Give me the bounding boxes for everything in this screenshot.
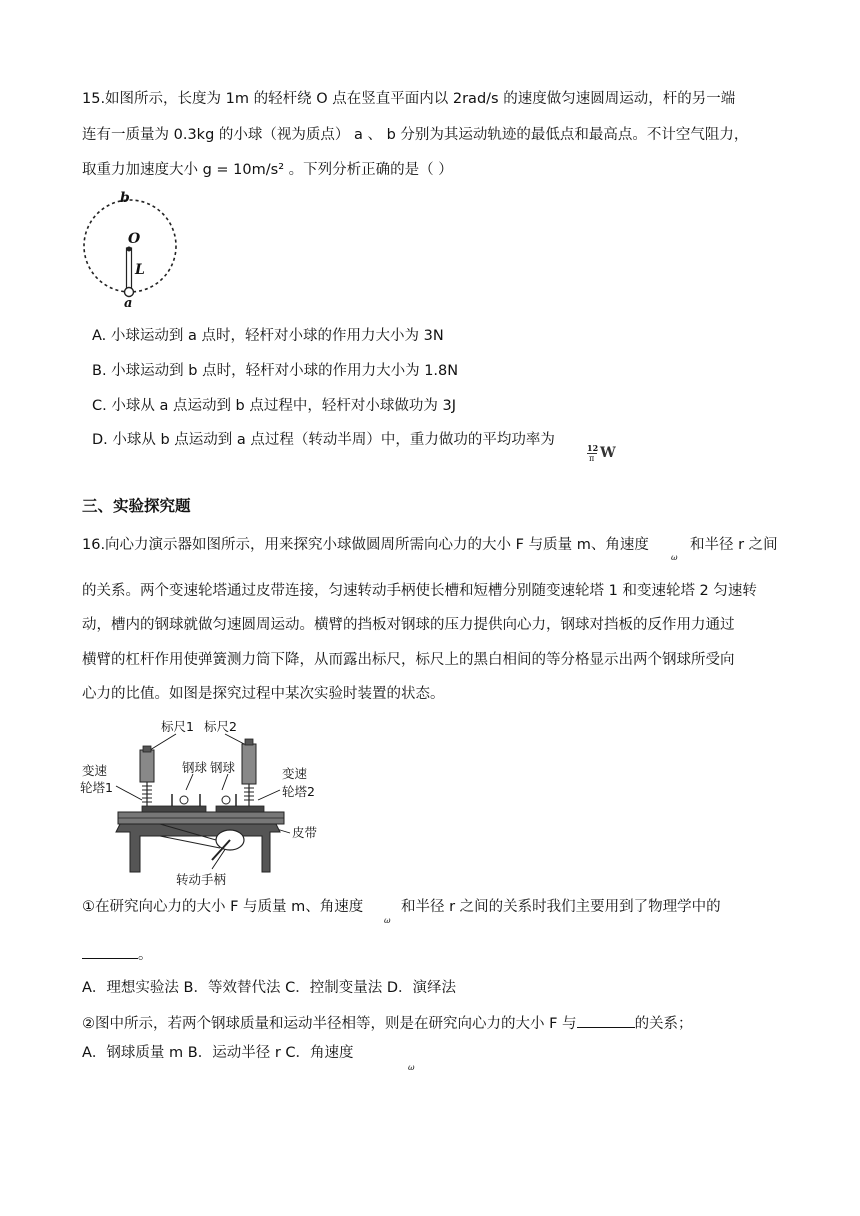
steel-ball-left: [180, 796, 188, 804]
q16-sub2-choices: A．钢球质量 m B．运动半径 r C．角速度: [82, 1045, 354, 1061]
q16-line-2: 的关系。两个变速轮塔通过皮带连接，匀速转动手柄使长槽和短槽分别随变速轮塔 1 和变速轮塔 2 匀速转: [82, 583, 757, 599]
q15-option-a: A. 小球运动到 a 点时，轻杆对小球的作用力大小为 3N: [92, 328, 444, 344]
omega-symbol-3: ω: [408, 1063, 415, 1072]
label-a: a: [124, 296, 133, 308]
q16-sub2-text-b: 的关系；: [634, 1016, 693, 1032]
q16-sub1-choices: A．理想实验法 B．等效替代法 C．控制变量法 D．演绎法: [82, 980, 456, 996]
q16-line-1b: 和半径 r 之间: [690, 537, 778, 553]
label-ruler-1: 标尺1: [161, 719, 194, 734]
label-tower-1-line1: 变速: [82, 763, 108, 778]
label-ruler-2: 标尺2: [204, 719, 237, 734]
q16-sub1-text-a: ①在研究向心力的大小 F 与质量 m、角速度: [82, 899, 364, 915]
q15-line-2: 连有一质量为 0.3kg 的小球（视为质点） a 、 b 分别为其运动轨迹的最低点和最高点。不计空气阻力，: [82, 127, 749, 143]
q16-sub1-blank-line: [82, 944, 153, 965]
label-ball-left: 钢球: [182, 760, 208, 775]
label-tower-2-line2: 轮塔2: [282, 784, 315, 799]
q16-line-5: 心力的比值。如图是探究过程中某次实验时装置的状态。: [82, 686, 445, 702]
long-groove: [142, 806, 206, 812]
answer-blank-2[interactable]: [577, 1013, 635, 1028]
frac-numerator: 12: [587, 443, 599, 453]
ruler-1-cylinder: [140, 750, 154, 782]
q15-line-1: 15.如图所示，长度为 1m 的轻杆绕 O 点在竖直平面内以 2rad/s 的速度做匀速圆周运动，杆的另一端: [82, 91, 736, 107]
centripetal-apparatus-figure: [80, 714, 340, 890]
q15-option-c: C. 小球从 a 点运动到 b 点过程中，轻杆对小球做功为 3J: [92, 398, 456, 414]
label-tower-2-line1: 变速: [282, 766, 308, 781]
omega-symbol-2: ω: [384, 916, 391, 925]
answer-blank-1[interactable]: [82, 944, 138, 959]
q16-sub2-line: [82, 1013, 693, 1034]
q16-sub1-text-c: 。: [138, 947, 153, 963]
ruler-2-cylinder: [242, 744, 256, 784]
circular-motion-figure: [78, 186, 188, 308]
d-value-fraction: [585, 443, 625, 469]
q16-sub1-text-b: 和半径 r 之间的关系时我们主要用到了物理学中的: [401, 899, 721, 915]
label-l: L: [135, 262, 145, 278]
frac-denominator: π: [589, 454, 595, 463]
q15-line-3: 取重力加速度大小 g = 10m/s² 。下列分析正确的是（ ）: [82, 162, 453, 178]
short-groove: [216, 806, 264, 812]
label-handle: 转动手柄: [176, 872, 227, 887]
q16-sub2-text-a: ②图中所示，若两个钢球质量和运动半径相等，则是在研究向心力的大小 F 与: [82, 1016, 577, 1032]
label-tower-1-line2: 轮塔1: [80, 780, 113, 795]
label-b: b: [120, 190, 130, 206]
omega-symbol-1: ω: [671, 553, 678, 562]
label-o: O: [128, 231, 141, 247]
q15-option-d: D. 小球从 b 点运动到 a 点过程（转动半周）中，重力做功的平均功率为: [92, 432, 555, 448]
q16-line-4: 横臂的杠杆作用使弹簧测力筒下降，从而露出标尺，标尺上的黑白相间的等分格显示出两个钢球所受向: [82, 652, 735, 668]
q16-line-1: 16.向心力演示器如图所示，用来探究小球做圆周所需向心力的大小 F 与质量 m、角速度: [82, 537, 649, 553]
steel-ball-right: [222, 796, 230, 804]
rod: [127, 248, 132, 290]
q16-line-3: 动，槽内的钢球就做匀速圆周运动。横臂的挡板对钢球的压力提供向心力，钢球对挡板的反作用力通过: [82, 617, 735, 633]
label-belt: 皮带: [292, 825, 318, 840]
frac-unit: W: [600, 445, 616, 461]
label-ball-right: 钢球: [210, 760, 236, 775]
pivot-o: [127, 247, 132, 252]
apparatus-base: [116, 824, 280, 872]
section-title: 三、实验探究题: [82, 497, 191, 515]
q15-option-b: B. 小球运动到 b 点时，轻杆对小球的作用力大小为 1.8N: [92, 363, 459, 379]
